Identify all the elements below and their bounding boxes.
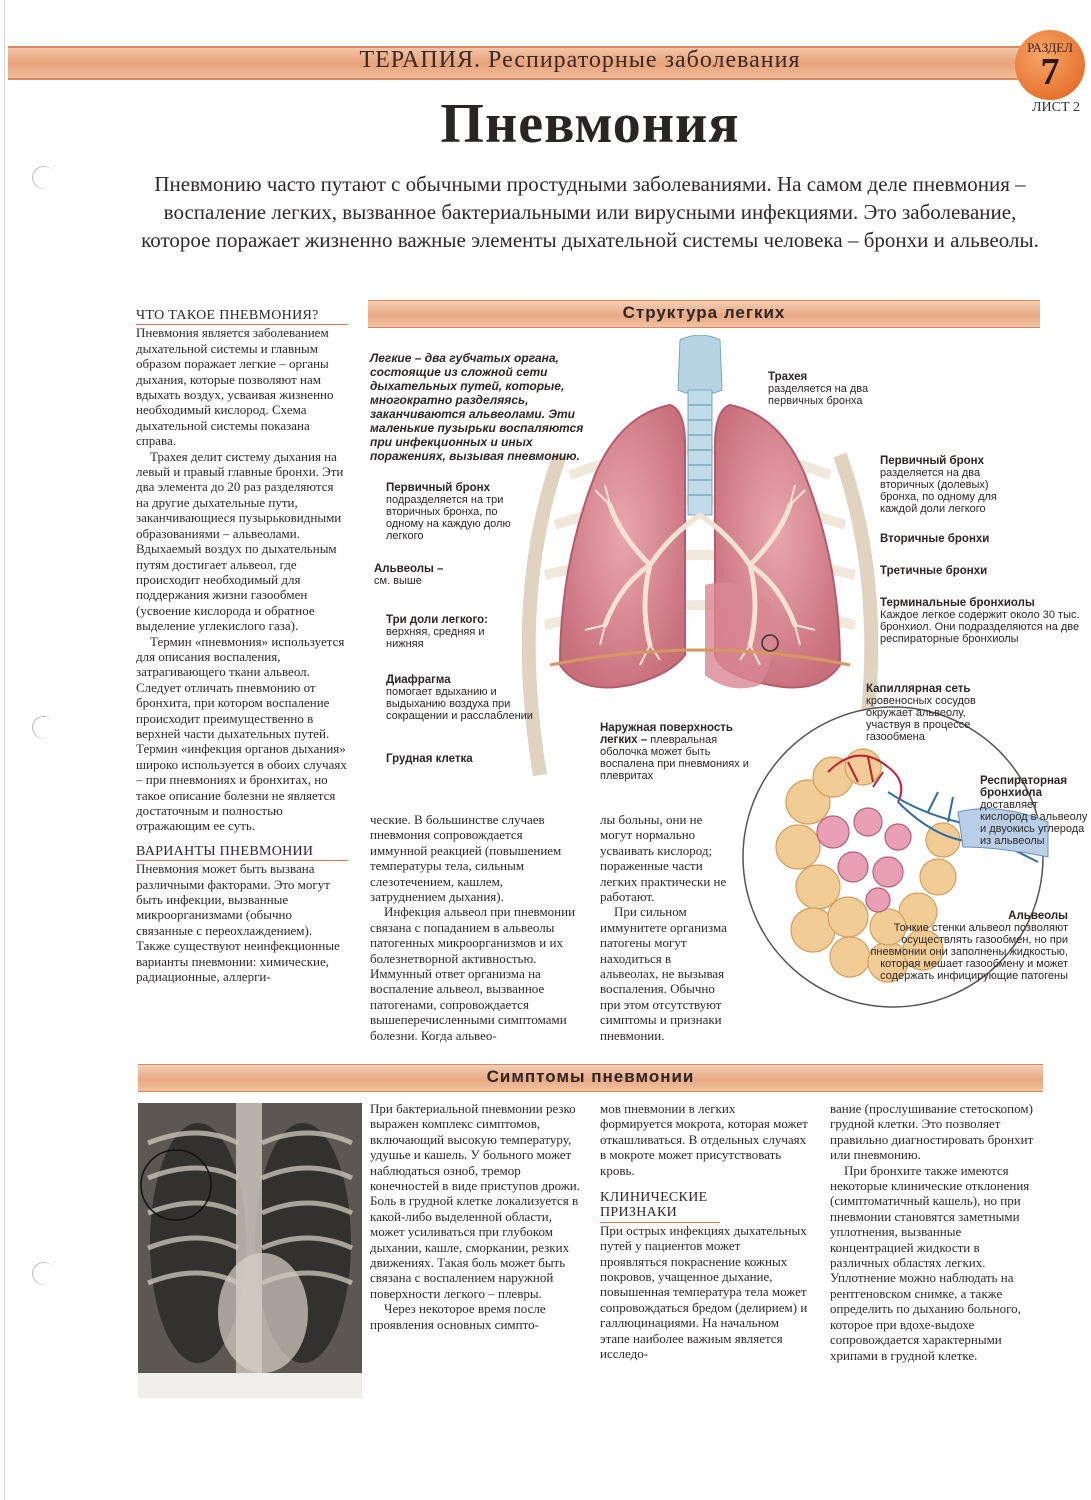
paragraph: Через некоторое время после проявления основных симпто- bbox=[370, 1301, 546, 1332]
sheet-label: ЛИСТ 2 bbox=[1032, 100, 1080, 115]
label-title: Грудная клетка bbox=[386, 753, 473, 765]
label-text: плевральная оболочка может быть воспалена при пневмониях и плевритах bbox=[600, 734, 749, 782]
label-title: Альвеолы bbox=[1008, 910, 1068, 922]
paragraph: Трахея делит систему дыхания на левый и правый главные бронхи. Эти два элемента до 20 раз разделяются на другие дыхательные пути, заканчивающиеся пузырьковидными образованиями – альвеолами. Вдыхаемый воздух по дыхательным путям достигает альвеол, где происходит необходимый для поддержания жизни газообмен (усвоение кислорода и обратное выделение углекислого газа). bbox=[136, 448, 344, 634]
label-title: Альвеолы – bbox=[374, 563, 444, 575]
label-trachea bbox=[768, 371, 888, 407]
left-column bbox=[136, 308, 348, 984]
label-alveoli bbox=[374, 563, 464, 587]
paragraph: Пневмония является заболеванием дыхательной системы и главным образом поражает легкие – органы дыхания, которые позволяют нам вдыхать воздух, усваивая жизненно необходимый кислород. Схема дыхательной системы показана справа. bbox=[136, 325, 334, 449]
paragraph: При бактериальной пневмонии резко выражен комплекс симптомов, включающий высокую температуру, удушье и кашель. У больного может наблюдаться озноб, тремор конечностей в виде приступов дрожи. Боль в грудной клетке локализуется в какой-либо выделенной области, может усиливаться при глубоком дыхании, кашле, сморкании, резких движениях. Такая боль может быть связана с воспалением наружной поверхности легкого – плевры. bbox=[370, 1101, 580, 1301]
label-respiratory-bronchiole bbox=[980, 775, 1088, 847]
section-heading: ВАРИАНТЫ ПНЕВМОНИИ bbox=[136, 844, 348, 861]
label-title: Терминальные бронхиолы bbox=[880, 597, 1035, 609]
label-text: верхняя, средняя и нижняя bbox=[386, 626, 485, 650]
paragraph: При острых инфекциях дыхательных путей у пациентов может проявляться покраснение кожных покровов, учащенное дыхание, повышенная температура тела может сопровождаться бредом (делирием) и галлюцинациями. На начальном этапе наиболее важным является исследо- bbox=[600, 1222, 808, 1362]
mid-column-b bbox=[600, 812, 730, 1043]
paragraph: Пневмония может быть вызвана различными факторами. Это могут быть инфекции, вызванные микроорганизмами (обычно связанные с переохлаждением). Также существуют неинфекционные варианты пневмонии: химические, радиационные, аллерги- bbox=[136, 861, 340, 985]
label-tertiary-bronchi bbox=[880, 565, 987, 577]
diagram-intro: Легкие – два губчатых органа, состоящие из сложной сети дыхательных путей, которые, многократно разделяясь, заканчиваются альвеолами. Эти маленькие пузырьки воспаляются при инфекционных и иных поражениях, вызывая пневмонию. bbox=[370, 351, 584, 463]
label-title: Три доли легкого: bbox=[386, 614, 488, 626]
label-text: помогает вдыханию и выдыханию воздуха при сокращении и расслаблении bbox=[386, 686, 533, 722]
label-primary-bronchus-right bbox=[880, 455, 1030, 515]
label-title: Респираторная бронхиола bbox=[980, 775, 1068, 799]
paragraph: вание (прослушивание стетоскопом) грудной клетки. Это позволяет правильно диагностировать бронхит или пневмонию. bbox=[830, 1101, 1034, 1163]
diagram-title: Структура легких bbox=[622, 303, 786, 322]
larynx bbox=[678, 335, 722, 395]
paragraph: При бронхите также имеются некоторые клинические отклонения (симптоматичный кашель), но при пневмонии становятся заметными уплотнения, вызванные концентрацией жидкости в различных областях легких. Уплотнение можно наблюдать на рентгеновском снимке, а также определить по дыханию больного, которое при вдохе-выдохе сопровождается характерными хрипами в грудной клетке. bbox=[830, 1162, 1030, 1363]
mid-column-a bbox=[370, 812, 580, 1043]
symptoms-column-1 bbox=[370, 1101, 582, 1332]
intro-paragraph: Пневмонию часто путают с обычными простудными заболеваниями. На самом деле пневмония – воспаление легких, вызванное бактериальными или вирусными инфекциями. Это заболевание, которое поражает жизненно важные элементы дыхательной системы человека – бронхи и альвеолы. bbox=[141, 172, 1039, 252]
paragraph: лы больны, они не могут нормально усваивать кислород; пораженные части легких практически не работают. bbox=[600, 812, 727, 905]
label-title: Третичные бронхи bbox=[880, 565, 988, 577]
label-title: Вторичные бронхи bbox=[880, 533, 990, 545]
label-title: Первичный бронх bbox=[880, 455, 985, 467]
paragraph: Термин «пневмония» используется для описания воспаления, затрагивающего ткани альвеол. Следует отличать пневмонию от бронхита, при котором воспаление происходит преимущественно в верхней части дыхательных путей. Термин «инфекция органов дыхания» широко используется в обоих случаях – при пневмониях и бронхитах, но такое описание болезни не является достаточным и полностью отражающим ее суть. bbox=[136, 633, 347, 834]
label-outer-surface bbox=[600, 722, 760, 782]
label-primary-bronchus-left bbox=[386, 482, 536, 542]
label-text: разделяется на два первичных бронха bbox=[768, 383, 869, 407]
paragraph: Инфекция альвеол при пневмонии связана с попаданием в альвеолы патогенных микроорганизмов и их болезнетворной активностью. Иммунный ответ организма на воспаление альвеол, вызванное патогенами, сопровождается вышеперечисленными симптомами болезни. Когда альвео- bbox=[370, 904, 576, 1043]
paragraph: мов пневмонии в легких формируется мокрота, которая может откашливаться. В отдельных случаях в мокроте может присутствовать кровь. bbox=[600, 1101, 808, 1178]
label-text: Каждое легкое содержит около 30 тыс. бронхиол. Они подразделяются на две респираторные бронхиолы bbox=[880, 609, 1080, 645]
label-text: Тонкие стенки альвеол позволяют осуществлять газообмен, но при пневмонии они заполнены жидкостью, которая мешает газообмену и может содержать инфицирующие патогены bbox=[870, 922, 1068, 982]
symptoms-column-2 bbox=[600, 1101, 810, 1362]
label-terminal-bronchioles bbox=[880, 597, 1080, 645]
label-title: Капиллярная сеть bbox=[866, 683, 971, 695]
label-chest bbox=[386, 753, 473, 765]
label-title: Диафрагма bbox=[386, 674, 451, 686]
xray-image bbox=[138, 1103, 362, 1398]
label-lobes bbox=[386, 614, 516, 650]
section-number: 7 bbox=[1040, 51, 1060, 93]
label-title: Трахея bbox=[768, 371, 808, 383]
label-capillary bbox=[866, 683, 1006, 743]
label-text: см. выше bbox=[374, 575, 422, 587]
paragraph: При сильном иммунитете организма патогены могут находиться в альвеолах, не вызывая воспаления. Обычно при этом отсутствуют симптомы и признаки пневмонии. bbox=[600, 904, 727, 1043]
label-title: Наружная поверхность легких – bbox=[600, 722, 733, 746]
label-text: кровеносных сосудов окружает альвеолу, участвуя в процессе газообмена bbox=[866, 695, 976, 743]
punch-hole bbox=[28, 162, 59, 193]
section-heading: ЧТО ТАКОЕ ПНЕВМОНИЯ? bbox=[136, 308, 348, 325]
punch-hole bbox=[28, 1258, 59, 1289]
page-edge bbox=[4, 0, 5, 1500]
label-diaphragm bbox=[386, 674, 536, 722]
label-title: Первичный бронх bbox=[386, 482, 491, 494]
symptoms-column-3 bbox=[830, 1101, 1042, 1363]
label-text: подразделяется на три вторичных бронха, по одному на каждую долю легкого bbox=[386, 494, 511, 542]
page-title: Пневмония bbox=[440, 93, 740, 155]
label-alveoli-detail bbox=[848, 910, 1068, 982]
label-secondary-bronchi bbox=[880, 533, 989, 545]
symptoms-title: Симптомы пневмонии bbox=[486, 1067, 695, 1086]
paragraph: ческие. В большинстве случаев пневмония сопровождается иммунной реакцией (повышением температуры тела, сильным слезотечением, кашлем, затруднением дыхания). bbox=[370, 812, 562, 905]
header-title: ТЕРАПИЯ. Респираторные заболевания bbox=[359, 47, 801, 73]
section-label: РАЗДЕЛ bbox=[1027, 40, 1073, 55]
trachea bbox=[688, 390, 712, 515]
punch-hole bbox=[28, 712, 59, 743]
section-heading: КЛИНИЧЕСКИЕ ПРИЗНАКИ bbox=[600, 1190, 720, 1223]
label-text: доставляет кислород в альвеолу и двуокись углерода из альвеолы bbox=[980, 799, 1088, 847]
label-text: разделяется на два вторичных (долевых) бронха, по одному для каждой доли легкого bbox=[880, 467, 997, 515]
